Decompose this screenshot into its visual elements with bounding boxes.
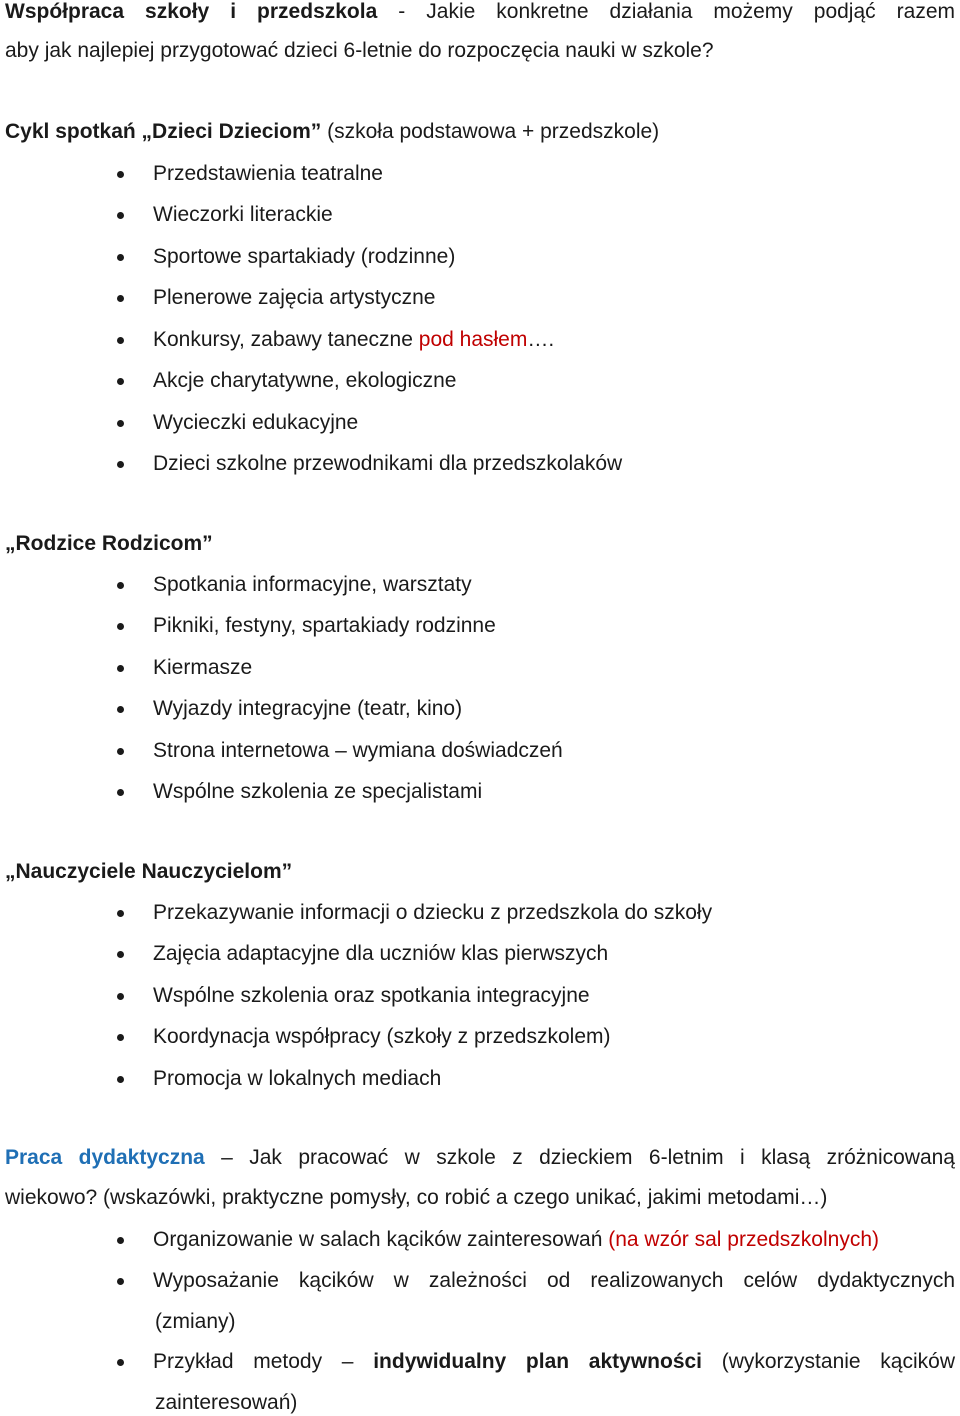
bullet-icon xyxy=(117,993,124,1000)
bullet-icon xyxy=(117,212,124,219)
section3-heading: „Nauczyciele Nauczycielom” xyxy=(5,860,293,883)
list-item-continuation: (zmiany) xyxy=(155,1310,236,1333)
item-text-red: (na wzór sal przedszkolnych) xyxy=(608,1228,879,1251)
list-item xyxy=(0,572,960,598)
intro-question-2: aby jak najlepiej przygotować dzieci 6-letnie do rozpoczęcia nauki w szkole? xyxy=(5,39,714,62)
bullet-icon xyxy=(117,378,124,385)
bullet-icon xyxy=(117,295,124,302)
bullet-icon xyxy=(117,1359,124,1366)
section4-line-1 xyxy=(5,1145,955,1171)
list-item xyxy=(0,779,960,805)
list-item-text xyxy=(153,1349,955,1375)
list-item xyxy=(0,941,960,967)
bullet-icon xyxy=(117,665,124,672)
bullet-icon xyxy=(117,748,124,755)
section1-heading-bold: Cykl spotkań „Dzieci Dzieciom” xyxy=(5,120,322,143)
doc-title: Współpraca szkoły i przedszkola xyxy=(5,0,378,23)
list-item xyxy=(0,738,960,764)
list-item xyxy=(0,285,960,311)
item-text-ellipsis: …. xyxy=(527,328,555,351)
list-item-text xyxy=(153,327,554,353)
list-item xyxy=(0,696,960,722)
list-item-text: Wycieczki edukacyjne xyxy=(153,411,359,434)
bullet-icon xyxy=(117,254,124,261)
list-item-text: Akcje charytatywne, ekologiczne xyxy=(153,369,457,392)
list-item xyxy=(0,655,960,681)
list-item xyxy=(0,368,960,394)
bullet-icon xyxy=(117,1076,124,1083)
list-item xyxy=(0,410,960,436)
bullet-icon xyxy=(117,337,124,344)
item-text-main: Organizowanie w salach kącików zainteresowań xyxy=(153,1228,609,1251)
bullet-icon xyxy=(117,171,124,178)
section4-line-2: wiekowo? (wskazówki, praktyczne pomysły, co robić a czego unikać, jakimi metodami…) xyxy=(5,1186,828,1209)
section1-heading xyxy=(5,119,659,145)
list-item-text: Kiermasze xyxy=(153,656,253,679)
list-item xyxy=(0,983,960,1009)
item-text-main: Konkursy, zabawy taneczne xyxy=(153,328,419,351)
bullet-icon xyxy=(117,623,124,630)
list-item-text: Wspólne szkolenia ze specjalistami xyxy=(153,780,483,803)
list-item-text: Pikniki, festyny, spartakiady rodzinne xyxy=(153,614,496,637)
list-item-text: Plenerowe zajęcia artystyczne xyxy=(153,286,436,309)
bullet-icon xyxy=(117,1237,124,1244)
list-item-continuation: zainteresowań) xyxy=(155,1391,298,1414)
bullet-icon xyxy=(117,1034,124,1041)
list-item xyxy=(0,451,960,477)
intro-line-1 xyxy=(5,0,955,25)
bullet-icon xyxy=(117,910,124,917)
item-text-bold: indywidualny plan aktywności xyxy=(373,1350,703,1373)
section4-heading: Praca dydaktyczna xyxy=(5,1146,205,1169)
list-item xyxy=(0,244,960,270)
list-item xyxy=(0,1268,960,1294)
list-item xyxy=(0,202,960,228)
list-item-text: Koordynacja współpracy (szkoły z przedszkolem) xyxy=(153,1025,611,1048)
bullet-icon xyxy=(117,582,124,589)
list-item-text: Wyjazdy integracyjne (teatr, kino) xyxy=(153,697,463,720)
list-item xyxy=(0,327,960,353)
list-item-text: Przedstawienia teatralne xyxy=(153,162,383,185)
item-text-red: pod hasłem xyxy=(418,328,528,351)
bullet-icon xyxy=(117,1278,124,1285)
list-item xyxy=(0,613,960,639)
list-item xyxy=(0,1024,960,1050)
bullet-icon xyxy=(117,706,124,713)
intro-question-1: Jakie konkretne działania możemy podjąć razem xyxy=(426,0,955,23)
list-item-text: Przekazywanie informacji o dziecku z przedszkola do szkoły xyxy=(153,901,713,924)
bullet-icon xyxy=(117,461,124,468)
bullet-icon xyxy=(117,789,124,796)
list-item-text: Wyposażanie kącików w zależności od realizowanych celów dydaktycznych xyxy=(153,1269,955,1292)
list-item-text: Zajęcia adaptacyjne dla uczniów klas pierwszych xyxy=(153,942,609,965)
list-item-text: Wspólne szkolenia oraz spotkania integracyjne xyxy=(153,984,590,1007)
list-item xyxy=(0,900,960,926)
bullet-icon xyxy=(117,420,124,427)
list-item-text: Strona internetowa – wymiana doświadczeń xyxy=(153,739,563,762)
list-item xyxy=(0,1227,960,1253)
list-item-text: Promocja w lokalnych mediach xyxy=(153,1067,442,1090)
title-dash: - xyxy=(377,0,427,23)
list-item-text: Sportowe spartakiady (rodzinne) xyxy=(153,245,456,268)
list-item xyxy=(0,1349,960,1375)
list-item xyxy=(0,161,960,187)
section1-heading-rest: (szkoła podstawowa + przedszkole) xyxy=(321,120,660,143)
bullet-icon xyxy=(117,951,124,958)
list-item-text xyxy=(153,1227,879,1253)
list-item xyxy=(0,1066,960,1092)
section4-question: – Jak pracować w szkole z dzieckiem 6-letnim i klasą zróżnicowaną xyxy=(204,1146,955,1169)
list-item-text: Spotkania informacyjne, warsztaty xyxy=(153,573,472,596)
item-text-rest: (wykorzystanie kącików xyxy=(702,1350,955,1373)
list-item-text: Dzieci szkolne przewodnikami dla przedszkolaków xyxy=(153,452,623,475)
item-text-pre: Przykład metody – xyxy=(153,1350,374,1373)
section2-heading: „Rodzice Rodzicom” xyxy=(5,532,213,555)
list-item-text: Wieczorki literackie xyxy=(153,203,333,226)
